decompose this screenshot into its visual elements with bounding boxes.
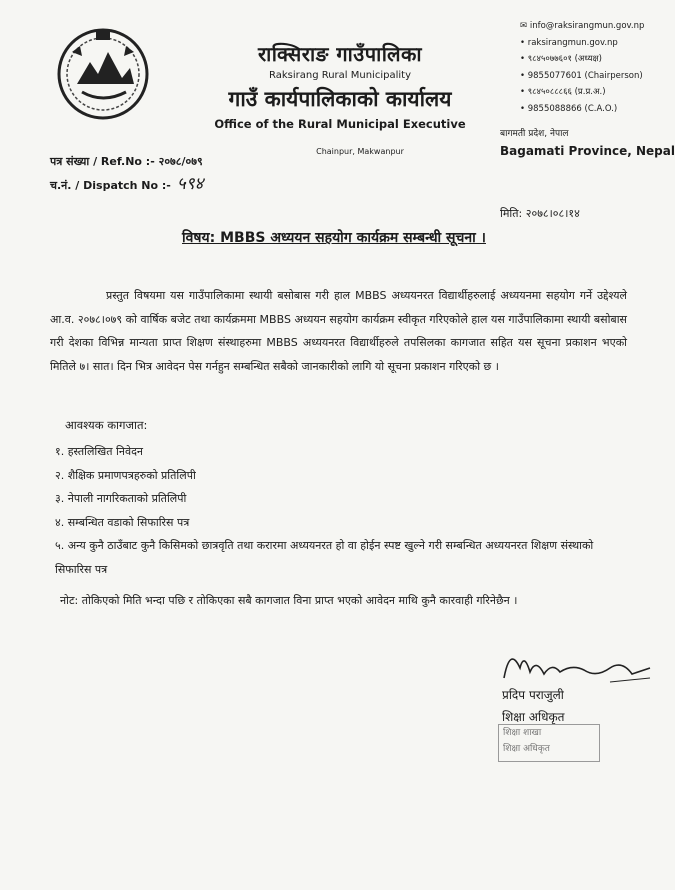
contact-phone: • ९८४५०७७६०१ (अध्यक्ष) (520, 51, 644, 68)
list-item: ४. सम्बन्धित वडाको सिफारिस पत्र (55, 515, 190, 529)
dispatch-value: ५९४ (176, 174, 204, 194)
contact-website: • raksirangmun.gov.np (520, 35, 644, 52)
municipality-name-nepali: राक्सिराङ गाउँपालिका (257, 42, 423, 66)
dispatch-number (50, 173, 203, 197)
signatory-name: प्रदिप पराजुली (502, 688, 564, 702)
list-item: ३. नेपाली नागरिकताको प्रतिलिपी (55, 492, 187, 505)
province-english: Bagamati Province, Nepal (500, 144, 675, 158)
office-name-nepali: गाउँ कार्यपालिकाको कार्यालय (228, 87, 452, 111)
stamp-line: शिक्षा अधिकृत (503, 744, 550, 754)
office-location: Chainpur, Makwanpur (316, 147, 404, 156)
contact-block (520, 18, 644, 117)
nepal-emblem-icon (52, 22, 154, 122)
contact-phone: • 9855088866 (C.A.O.) (520, 101, 644, 118)
contact-phone: • ९८४५०८८८६६ (प्र.प्र.अ.) (520, 84, 644, 101)
stamp-line: शिक्षा शाखा (503, 728, 542, 738)
documents-heading: आवश्यक कागजात: (65, 418, 148, 432)
body-paragraph (50, 284, 627, 378)
signatory-block (502, 684, 565, 728)
note-text: नोट: तोकिएको मिति भन्दा पछि र तोकिएका सबै कागजात विना प्राप्त भएको आवेदन माथि कुनै कारवाही गरिनेछैन । (60, 594, 518, 607)
office-name-english: Office of the Rural Municipal Executive (214, 117, 466, 131)
handwritten-signature (500, 638, 660, 690)
list-item: ५. अन्य कुनै ठाउँबाट कुनै किसिमको छात्रवृति तथा करारमा अध्ययनरत हो वा होईन स्पष्ट खुल्ने गरी सम्बन्धित अध्ययनरत शिक्षण संस्थाको सिफारिस पत्र (55, 539, 594, 576)
subject-line: विषय: MBBS अध्ययन सहयोग कार्यक्रम सम्बन्धी सूचना । (182, 230, 486, 246)
signatory-designation: शिक्षा अधिकृत (502, 710, 565, 724)
letterhead-title (190, 40, 490, 156)
contact-email: ✉ info@raksirangmun.gov.np (520, 18, 644, 35)
reference-block (50, 150, 203, 197)
documents-list (55, 440, 630, 581)
province-block (500, 126, 675, 158)
dispatch-label: च.नं. / Dispatch No :- (50, 179, 171, 192)
list-item: १. हस्तलिखित निवेदन (55, 445, 144, 458)
official-stamp (498, 724, 600, 762)
ref-number: पत्र संख्या / Ref.No :- २०७८/०७९ (50, 155, 203, 168)
letter-date: मिति: २०७८।०८।१४ (500, 207, 580, 220)
province-nepali: बागमती प्रदेश, नेपाल (500, 129, 569, 139)
body-text: प्रस्तुत विषयमा यस गाउँपालिकामा स्थायी बसोबास गरी हाल MBBS अध्ययनरत विद्यार्थीहरुलाई अध्ययनमा सहयोग गर्ने उद्देश्यले आ.व. २०७८।०७९ को वार्षिक बजेट तथा कार्यक्रममा MBBS अध्ययन सहयोग कार्यक्रम स्वीकृत गरिएकोले हाल यस गाउँपालिकामा स्थायी बसोबास गरी देशका विभिन्न मान्यता प्राप्त शिक्षण संस्थाहरुमा MBBS अध्ययनरत विद्यार्थीहरुले तपसिलका कागजात सहित यस सूचना प्रकाशन भएको मितिले ७। सात। दिन भित्र आवेदन पेस गर्नहुन सम्बन्धित सबैको जानकारीको लागि यो सूचना प्रकाशन गरिएको छ । (50, 289, 627, 373)
list-item: २. शैक्षिक प्रमाणपत्रहरुको प्रतिलिपी (55, 468, 196, 482)
contact-phone: • 9855077601 (Chairperson) (520, 68, 644, 85)
municipality-name-english: Raksirang Rural Municipality (268, 70, 411, 81)
